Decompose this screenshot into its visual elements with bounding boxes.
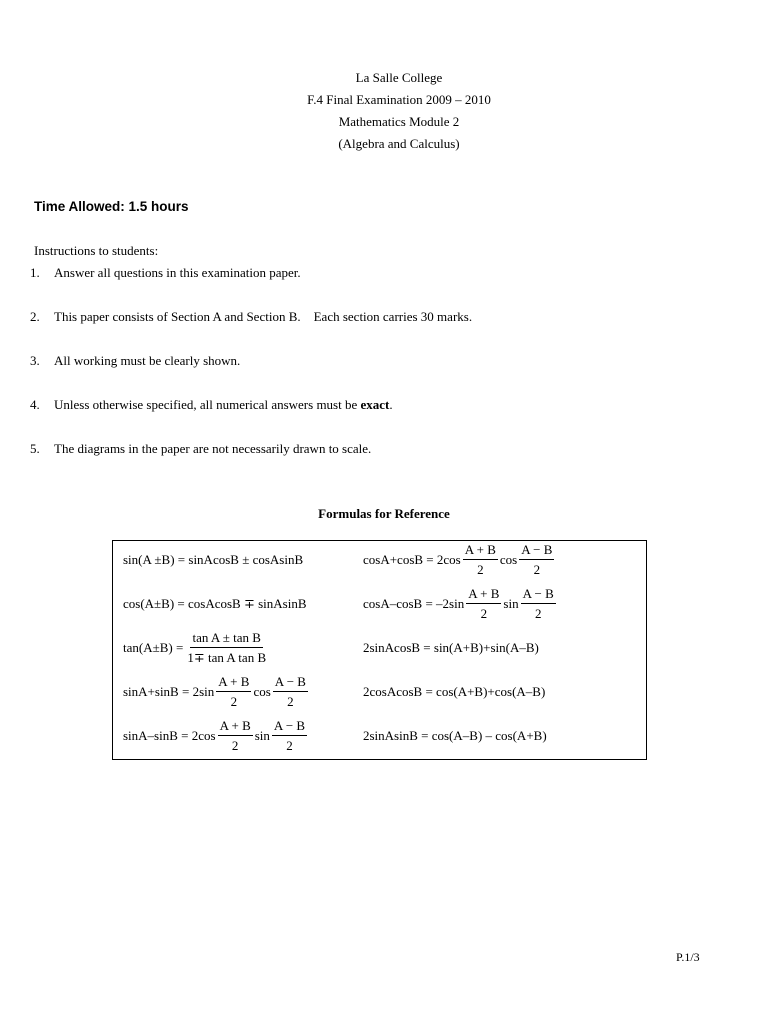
formula-sin-sum xyxy=(123,552,303,568)
time-allowed: Time Allowed: 1.5 hours xyxy=(34,199,189,214)
numerator: A − B xyxy=(272,718,307,736)
instruction-emphasis: exact xyxy=(360,397,390,412)
denominator: 2 xyxy=(231,738,239,753)
instruction-item xyxy=(30,397,393,413)
denominator: 2 xyxy=(533,562,541,577)
subject-title: Mathematics Module 2 xyxy=(338,114,460,129)
denominator: 2 xyxy=(230,694,238,709)
subject-subtitle: (Algebra and Calculus) xyxy=(338,136,460,151)
numerator: A + B xyxy=(216,674,251,692)
fraction xyxy=(218,718,253,754)
exam-title: F.4 Final Examination 2009 – 2010 xyxy=(307,92,491,107)
formula-text: sin(A ±B) = sinAcosB ± cosAsinB xyxy=(123,552,304,567)
fraction xyxy=(185,630,268,666)
instruction-text-end: . xyxy=(389,397,393,412)
fraction xyxy=(272,718,307,754)
formula-text: cos xyxy=(499,552,518,567)
exam-header xyxy=(0,67,768,155)
instruction-item xyxy=(30,265,301,281)
instruction-text: Unless otherwise specified, all numerical answers must be xyxy=(54,397,361,412)
instruction-text: Answer all questions in this examination paper. xyxy=(54,265,301,280)
denominator: 2 xyxy=(534,606,542,621)
formula-text: 2cosAcosB = cos(A+B)+cos(A–B) xyxy=(363,684,546,699)
formula-cos-minus-cos xyxy=(363,586,558,622)
fraction xyxy=(521,586,556,622)
formula-text: cos(A±B) = cosAcosB ∓ sinAsinB xyxy=(123,596,307,611)
instruction-text: The diagrams in the paper are not necessarily drawn to scale. xyxy=(54,441,372,456)
denominator: 2 xyxy=(480,606,488,621)
formulas-title: Formulas for Reference xyxy=(318,506,450,521)
formula-text: cos xyxy=(253,684,271,699)
numerator: A + B xyxy=(466,586,501,604)
formula-text: sin xyxy=(254,728,270,743)
instruction-text: This paper consists of Section A and Section B. Each section carries 30 marks. xyxy=(54,309,473,324)
numerator: A − B xyxy=(519,542,554,560)
numerator: A + B xyxy=(463,542,498,560)
formula-text: sinA–sinB = 2cos xyxy=(123,728,216,743)
numerator: A + B xyxy=(218,718,253,736)
instruction-number: 1. xyxy=(30,265,40,280)
instruction-text: All working must be clearly shown. xyxy=(54,353,241,368)
formula-tan-sum xyxy=(123,630,270,666)
page-number: P.1/3 xyxy=(676,950,700,964)
formula-text: sinA+sinB = 2sin xyxy=(123,684,215,699)
formula-cos-sum xyxy=(123,596,307,612)
formula-product-cos-cos xyxy=(363,684,545,700)
instruction-number: 2. xyxy=(30,309,40,324)
formula-sin-minus-sin xyxy=(123,718,309,754)
formula-text: cosA–cosB = –2sin xyxy=(363,596,465,611)
fraction xyxy=(273,674,308,710)
instruction-number: 5. xyxy=(30,441,40,456)
formula-text: tan(A±B) = xyxy=(123,640,184,655)
instruction-item xyxy=(30,353,240,369)
numerator: A − B xyxy=(273,674,308,692)
instruction-number: 3. xyxy=(30,353,40,368)
formula-text: 2sinAsinB = cos(A–B) – cos(A+B) xyxy=(363,728,547,743)
fraction xyxy=(466,586,501,622)
formula-text: cosA+cosB = 2cos xyxy=(363,552,461,567)
formula-box xyxy=(112,540,647,760)
denominator: 2 xyxy=(477,562,484,577)
denominator: 2 xyxy=(287,694,294,709)
school-name: La Salle College xyxy=(355,70,443,85)
formula-cos-plus-cos xyxy=(363,542,556,578)
instruction-item xyxy=(30,441,371,457)
numerator: A − B xyxy=(521,586,556,604)
formula-text: 2sinAcosB = sin(A+B)+sin(A–B) xyxy=(363,640,539,655)
denominator: 1∓ tan A tan B xyxy=(187,650,267,665)
instruction-number: 4. xyxy=(30,397,40,412)
fraction xyxy=(519,542,554,578)
formula-product-sin-sin xyxy=(363,728,547,744)
denominator: 2 xyxy=(286,738,293,753)
formula-product-sin-cos xyxy=(363,640,539,656)
instructions-title: Instructions to students: xyxy=(34,243,159,258)
formula-sin-plus-sin xyxy=(123,674,310,710)
instruction-item xyxy=(30,309,472,325)
fraction xyxy=(463,542,498,578)
formula-text: sin xyxy=(503,596,519,611)
numerator: tan A ± tan B xyxy=(190,630,263,648)
fraction xyxy=(216,674,251,710)
